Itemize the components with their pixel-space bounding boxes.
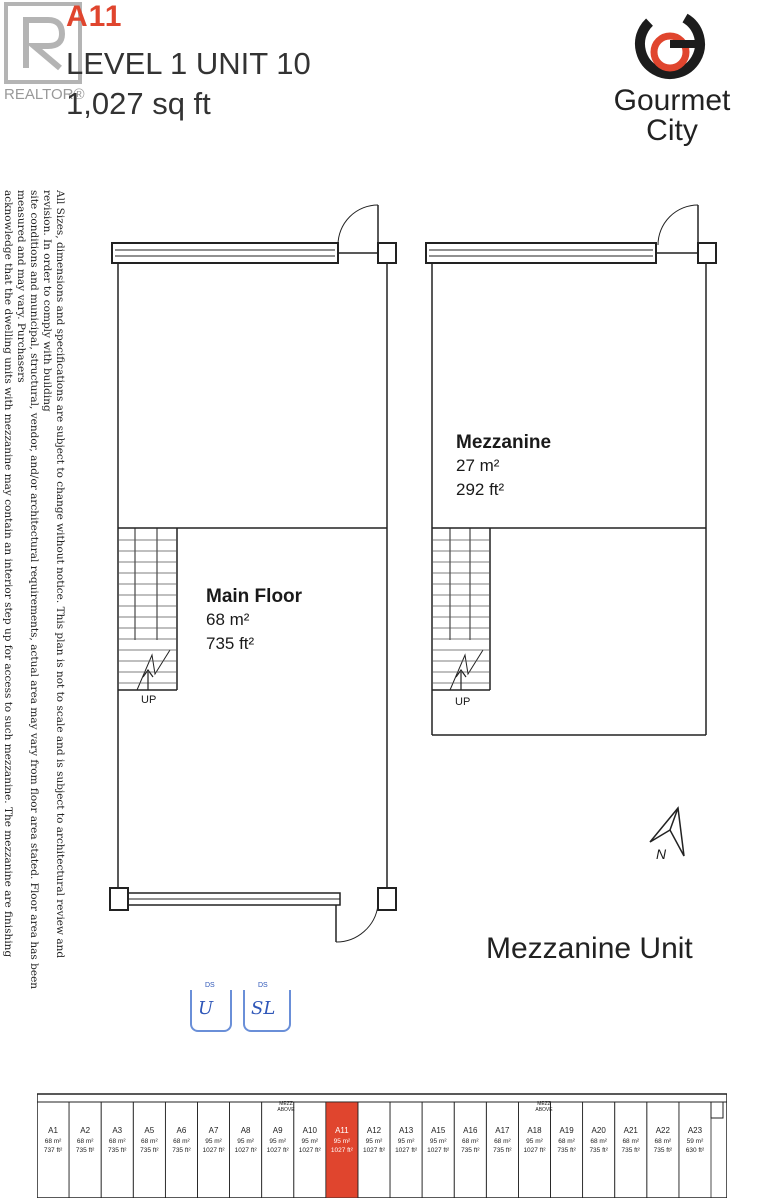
mezzanine-area-m: 27 m²	[456, 456, 500, 475]
key-plan-unit-ft2: 630 ft²	[685, 1147, 705, 1154]
main-floor-plan	[110, 205, 396, 942]
key-plan-unit	[133, 1125, 165, 1155]
key-plan-unit-ft2: 735 ft²	[140, 1147, 159, 1154]
key-plan-unit-name: A19	[559, 1126, 574, 1135]
key-plan-unit	[486, 1125, 518, 1155]
brand-name-line2: City	[646, 114, 698, 147]
key-plan-unit	[262, 1125, 294, 1155]
key-plan-unit-name: A13	[398, 1126, 414, 1135]
key-plan-unit-name: A5	[144, 1126, 155, 1135]
unit-title: LEVEL 1 UNIT 10	[66, 46, 311, 81]
key-plan-unit-m2: 68 m²	[494, 1138, 511, 1145]
key-plan-unit-m2: 95 m²	[526, 1138, 543, 1145]
key-plan-unit	[165, 1125, 197, 1155]
realtor-watermark: REALTOR®	[4, 86, 85, 103]
key-plan-unit-m2: 68 m²	[558, 1138, 575, 1145]
signature-initials-1	[190, 982, 232, 1032]
key-plan-unit-ft2: 1027 ft²	[330, 1147, 353, 1154]
key-plan-unit-m2: 68 m²	[141, 1138, 158, 1145]
key-plan-unit	[69, 1125, 101, 1155]
north-label: N	[656, 846, 667, 862]
signature-initials-2	[243, 982, 291, 1032]
key-plan-unit-name: A15	[431, 1126, 446, 1135]
key-plan-unit-name: A9	[272, 1126, 283, 1135]
mezzanine-name: Mezzanine	[456, 432, 552, 453]
plan-title: Mezzanine Unit	[486, 932, 693, 965]
key-plan-unit-m2: 59 m²	[686, 1138, 704, 1145]
main-stair-up-label: UP	[141, 694, 157, 706]
key-plan-unit-ft2: 1027 ft²	[427, 1147, 450, 1154]
key-plan-unit-ft2: 735 ft²	[557, 1147, 576, 1154]
key-plan-unit-ft2: 735 ft²	[108, 1147, 127, 1154]
main-floor-name: Main Floor	[206, 586, 303, 607]
key-plan-unit-ft2: 737 ft²	[43, 1147, 63, 1154]
main-floor-area-ft: 735 ft²	[206, 634, 255, 653]
key-plan-unit-name: A16	[463, 1126, 478, 1135]
key-plan-unit-name: A17	[495, 1126, 510, 1135]
brand-name-line1: Gourmet	[613, 84, 731, 117]
key-plan-unit-m2: 95 m²	[365, 1138, 383, 1145]
key-plan-unit-m2: 95 m²	[269, 1138, 287, 1145]
key-plan-unit-name: A10	[302, 1126, 317, 1135]
key-plan-unit-m2: 95 m²	[333, 1138, 351, 1145]
signature-tag: DS	[258, 982, 268, 989]
key-plan-unit	[230, 1125, 262, 1155]
disclaimer-line: acknowledge that the dwelling units with mezzanine may contain an interior step up for access to such mezzanine. The mezzanine are finishing	[2, 190, 14, 958]
key-plan-unit	[454, 1125, 486, 1155]
key-plan-unit-name: A22	[655, 1126, 670, 1135]
key-plan-unit-name: A6	[176, 1126, 187, 1135]
key-plan-unit-ft2: 1027 ft²	[362, 1147, 385, 1154]
mezz-note-1: MEZZ ABOVE	[277, 1101, 295, 1113]
mezzanine-area-ft: 292 ft²	[456, 480, 505, 499]
main-floor-label	[206, 586, 302, 656]
unit-code: A11	[66, 0, 123, 33]
key-plan-unit-m2: 68 m²	[654, 1138, 672, 1145]
key-plan-unit-ft2: 1027 ft²	[202, 1147, 225, 1154]
key-plan-unit	[583, 1125, 615, 1155]
key-plan-unit-ft2: 735 ft²	[493, 1147, 512, 1154]
key-plan-unit-m2: 95 m²	[237, 1138, 254, 1145]
key-plan-unit-m2: 68 m²	[173, 1138, 190, 1145]
key-plan-unit-m2: 95 m²	[205, 1138, 222, 1145]
key-plan-unit-m2: 95 m²	[301, 1138, 319, 1145]
key-plan-unit-m2: 68 m²	[44, 1138, 62, 1145]
key-plan-unit	[422, 1125, 454, 1155]
key-plan-unit-name: A11	[335, 1126, 349, 1135]
key-plan-unit-m2: 68 m²	[108, 1138, 126, 1145]
key-plan-unit-name: A1	[48, 1126, 58, 1135]
disclaimer-line: site conditions and municipal, structural, vendor, and/or architectural requirements, actual area may vary from floor area stated. Floor area has been measured and may vary. Purchasers	[15, 190, 40, 990]
unit-size: 1,027 sq ft	[66, 86, 211, 121]
signature-initials: U	[198, 998, 214, 1019]
key-plan-unit-ft2: 735 ft²	[621, 1147, 640, 1154]
signature-initials: SL	[251, 998, 276, 1019]
key-plan-unit	[294, 1125, 326, 1155]
key-plan-unit-name: A7	[208, 1126, 219, 1135]
key-plan-unit-ft2: 1027 ft²	[395, 1147, 418, 1154]
mezz-note-2: MEZZ ABOVE	[535, 1101, 553, 1113]
key-plan-unit	[390, 1125, 422, 1155]
key-plan-unit-name: A2	[80, 1126, 91, 1135]
key-plan-unit-m2: 95 m²	[429, 1138, 447, 1145]
key-plan-unit-ft2: 1027 ft²	[523, 1147, 546, 1154]
key-plan-unit	[326, 1125, 358, 1155]
signature-tag: DS	[205, 982, 215, 989]
key-plan-unit-ft2: 735 ft²	[653, 1147, 673, 1154]
key-plan-unit-m2: 68 m²	[622, 1138, 640, 1145]
key-plan-unit	[37, 1125, 69, 1155]
key-plan-unit	[615, 1125, 647, 1155]
key-plan-unit	[197, 1125, 229, 1155]
key-plan-unit-m2: 95 m²	[397, 1138, 415, 1145]
key-plan-unit-name: A20	[591, 1126, 606, 1135]
mezzanine-label	[456, 432, 551, 502]
key-plan-unit	[518, 1125, 550, 1155]
key-plan-unit-ft2: 735 ft²	[75, 1147, 95, 1154]
key-plan-unit-name: A3	[112, 1126, 123, 1135]
key-plan-unit-ft2: 735 ft²	[172, 1147, 191, 1154]
key-plan-unit-m2: 68 m²	[461, 1138, 479, 1145]
key-plan-unit	[358, 1125, 390, 1155]
key-plan-unit-ft2: 1027 ft²	[298, 1147, 321, 1154]
key-plan-unit-m2: 68 m²	[76, 1138, 94, 1145]
key-plan-unit-m2: 68 m²	[590, 1138, 607, 1145]
key-plan-unit	[679, 1125, 711, 1155]
key-plan-unit	[551, 1125, 583, 1155]
key-plan-unit	[647, 1125, 679, 1155]
key-plan-unit-name: A21	[623, 1126, 638, 1135]
key-plan-unit-name: A8	[240, 1126, 251, 1135]
main-floor-area-m: 68 m²	[206, 610, 250, 629]
key-plan-unit-name: A12	[366, 1126, 382, 1135]
stair-up-arrow-icon	[143, 670, 466, 690]
key-plan-unit-name: A23	[687, 1126, 703, 1135]
key-plan-unit-name: A18	[527, 1126, 542, 1135]
key-plan-unit-ft2: 1027 ft²	[266, 1147, 289, 1154]
mezz-stair-up-label: UP	[455, 696, 471, 708]
disclaimer-line: All Sizes, dimensions and specifications are subject to change without notice. This plan is not to scale and is subject to architectural review and revision. In order to comply with building	[41, 190, 66, 959]
key-plan-unit-ft2: 735 ft²	[461, 1147, 480, 1154]
key-plan-unit	[101, 1125, 133, 1155]
key-plan-unit-ft2: 1027 ft²	[234, 1147, 257, 1154]
key-plan-unit-ft2: 735 ft²	[589, 1147, 608, 1154]
